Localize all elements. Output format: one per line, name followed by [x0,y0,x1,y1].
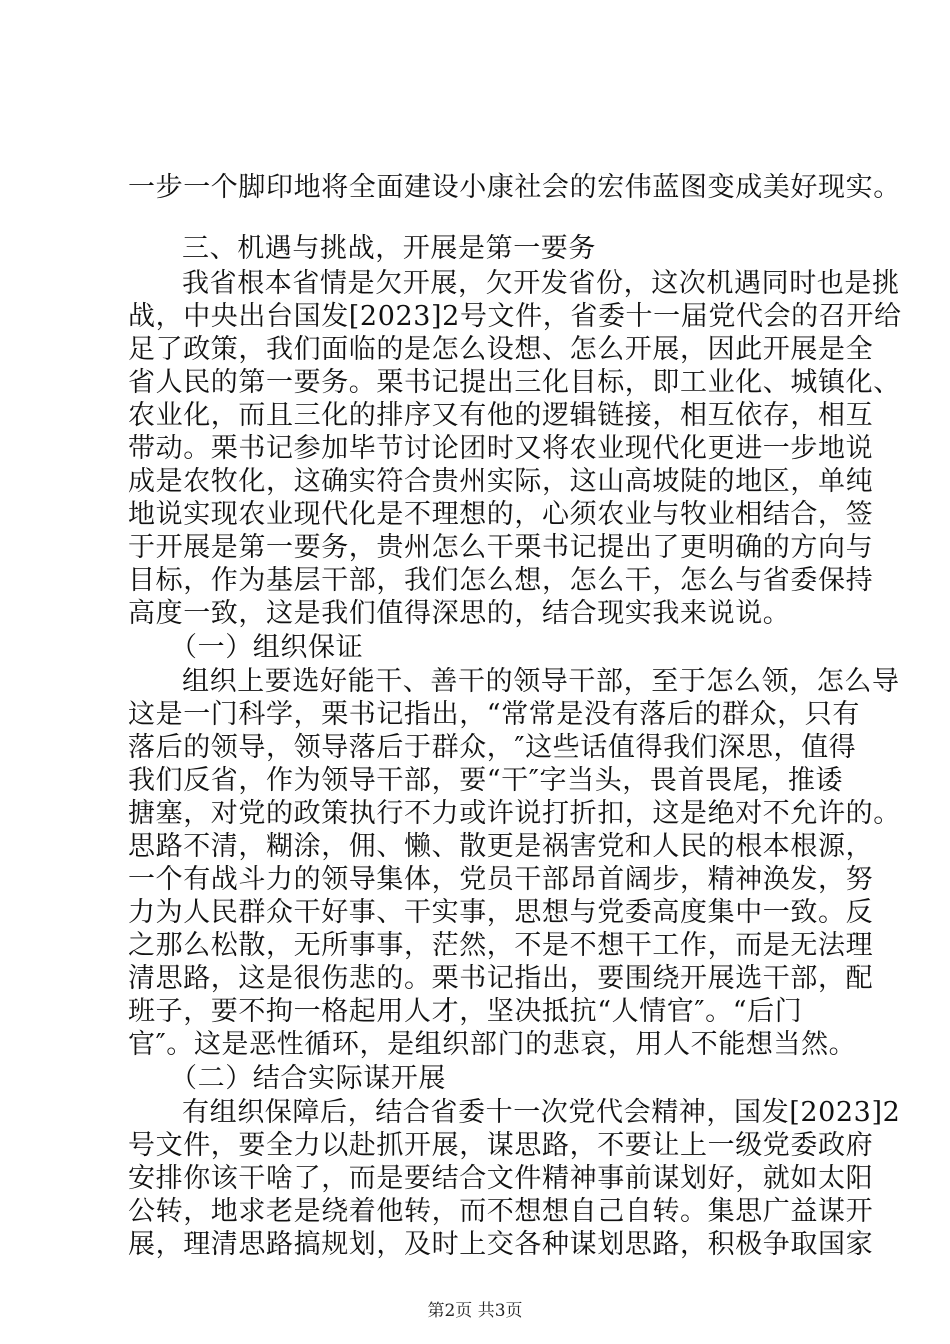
text-line: 成是农牧化，这确实符合贵州实际，这山高坡陡的地区，单纯 [128,466,874,497]
text-line: 这是一门科学，栗书记指出，“常常是没有落后的群众，只有 [128,699,861,730]
text-line: 清思路，这是很伤悲的。栗书记指出，要围绕开展选干部，配 [128,963,874,994]
text-line: 目标，作为基层干部，我们怎么想，怎么干，怎么与省委保持 [128,565,874,596]
text-line: 之那么松散，无所事事，茫然，不是不想干工作，而是无法理 [128,930,874,961]
text-line: 地说实现农业现代化是不理想的，心须农业与牧业相结合，签 [128,499,874,530]
paragraph-first-line: 组织上要选好能干、善干的领导干部，至于怎么领，怎么导 [182,666,900,697]
paragraph-first-line: 我省根本省情是欠开展，欠开发省份，这次机遇同时也是挑 [182,268,900,299]
text-line: 安排你该干啥了，而是要结合文件精神事前谋划好，就如太阳 [128,1163,874,1194]
text-line: 官″。这是恶性循环，是组织部门的悲哀，用人不能想当然。 [128,1029,857,1060]
text-line: 公转，地求老是绕着他转，而不想想自己自转。集思广益谋开 [128,1196,874,1227]
text-line: 战，中央出台国发[2023]2号文件，省委十一届党代会的召开给 [128,301,902,332]
text-line: 力为人民群众干好事、干实事，思想与党委高度集中一致。反 [128,897,874,928]
text-line: 落后的领导，领导落后于群众，″这些话值得我们深思，值得 [128,732,857,763]
text-line: 思路不清，糊涂，佣、懒、散更是祸害党和人民的根本根源， [128,831,874,862]
text-line: 班子，要不拘一格起用人才，坚决抵抗“人情官″。“后门 [128,996,803,1027]
text-line: 足了政策，我们面临的是怎么设想、怎么开展，因此开展是全 [128,334,874,365]
text-line: 展，理清思路搞规划，及时上交各种谋划思路，积极争取国家 [128,1229,874,1260]
text-line: 搪塞，对党的政策执行不力或许说打折扣，这是绝对不允许的。 [128,798,901,829]
text-line: 号文件，要全力以赴抓开展，谋思路，不要让上一级党委政府 [128,1130,874,1161]
text-line: 于开展是第一要务，贵州怎么干栗书记提出了更明确的方向与 [128,532,874,563]
paragraph-first-line: 有组织保障后，结合省委十一次党代会精神，国发[2023]2 [182,1097,901,1128]
text-line: 农业化，而且三化的排序又有他的逻辑链接，相互依存，相互 [128,400,874,431]
text-line: 省人民的第一要务。栗书记提出三化目标，即工业化、城镇化、 [128,367,901,398]
text-line: 带动。栗书记参加毕节讨论团时又将农业现代化更进一步地说 [128,433,874,464]
page-number-footer: 第2页 共3页 [427,1301,523,1321]
text-line: 高度一致，这是我们值得深思的，结合现实我来说说。 [128,598,791,629]
text-line: 一个有战斗力的领导集体，党员干部昂首阔步，精神涣发，努 [128,864,874,895]
text-line: 我们反省，作为领导干部，要“干″字当头，畏首畏尾，推诿 [128,765,844,796]
subsection-heading: （一）组织保证 [170,632,364,663]
section-heading: 三、机遇与挑战，开展是第一要务 [182,233,596,264]
text-line: 一步一个脚印地将全面建设小康社会的宏伟蓝图变成美好现实。 [128,172,901,203]
subsection-heading: （二）结合实际谋开展 [170,1063,446,1094]
